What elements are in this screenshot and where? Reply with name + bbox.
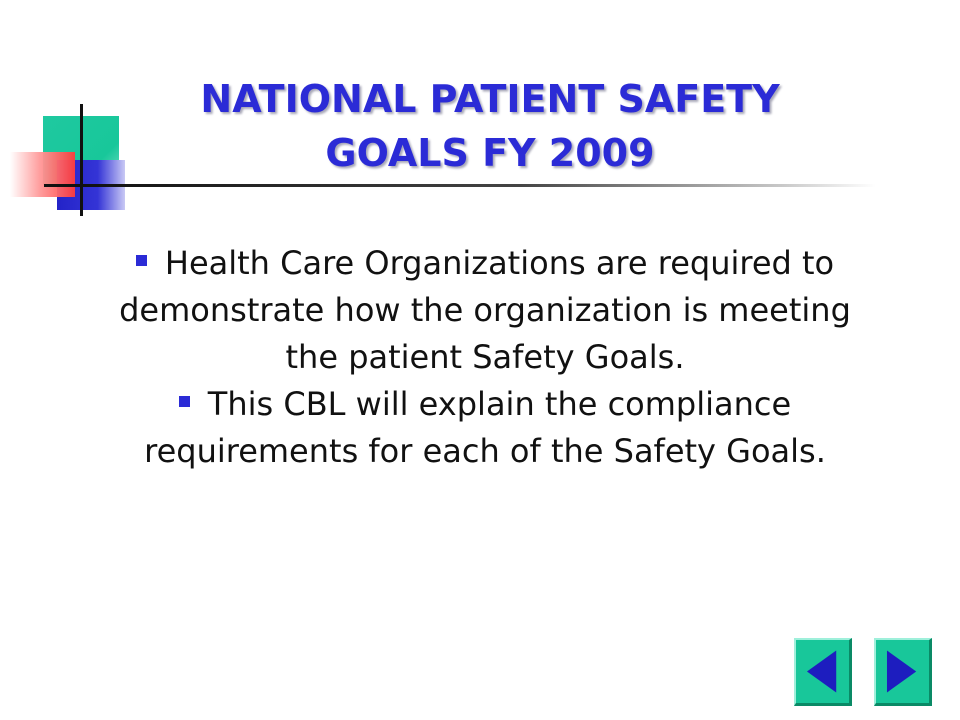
square-bullet-icon xyxy=(136,255,147,266)
bullet-list xyxy=(95,240,875,475)
vertical-rule xyxy=(80,104,83,216)
triangle-right-icon xyxy=(876,640,929,703)
square-bullet-icon xyxy=(179,396,190,407)
previous-slide-button[interactable] xyxy=(794,638,852,706)
slide-title: NATIONAL PATIENT SAFETY GOALS FY 2009 xyxy=(200,77,780,175)
bullet-text: Health Care Organizations are required to demonstrate how the organization is meeting the patient Safety Goals. xyxy=(119,244,851,376)
bullet-item xyxy=(95,381,875,475)
next-slide-button[interactable] xyxy=(874,638,932,706)
short-horizontal-rule xyxy=(44,184,86,187)
bullet-text: This CBL will explain the compliance requirements for each of the Safety Goals. xyxy=(144,385,826,470)
corner-decoration xyxy=(0,0,140,230)
title-underline xyxy=(86,184,876,187)
red-square xyxy=(10,152,75,197)
bullet-item xyxy=(95,240,875,381)
triangle-left-icon xyxy=(796,640,849,703)
